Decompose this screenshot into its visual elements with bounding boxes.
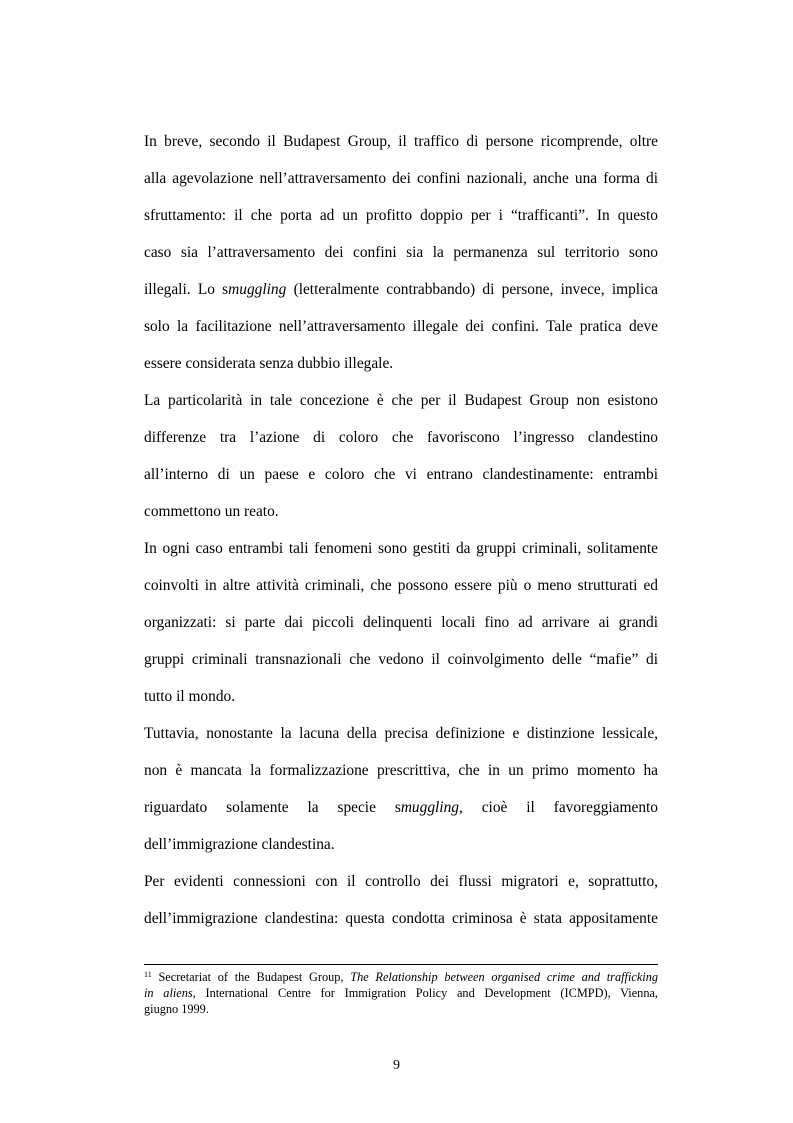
footnote-line: giugno 1999. [144,1002,209,1016]
text-line: In ogni caso entrambi tali fenomeni sono gestiti da gruppi criminali, solitamente [144,540,658,557]
footnote-line: in aliens, International Centre for Immigration Policy and Development (ICMPD), Vienna, [144,986,658,1000]
text-line: La particolarità in tale concezione è che per il Budapest Group non esistono [144,392,658,409]
text-line: alla agevolazione nell’attraversamento dei confini nazionali, anche una forma di [144,170,658,187]
footnote-divider [144,964,658,965]
text-line: solo la facilitazione nell’attraversamento illegale dei confini. Tale pratica deve [144,318,658,335]
text-line: coinvolti in altre attività criminali, che possono essere più o meno strutturati ed [144,577,658,594]
text-line: tutto il mondo. [144,688,236,705]
text-line: organizzati: si parte dai piccoli delinquenti locali fino ad arrivare ai grandi [144,614,658,631]
text-line: all’interno di un paese e coloro che vi entrano clandestinamente: entrambi [144,466,658,483]
footnote-number: 11 [144,970,152,979]
text-line: dell’immigrazione clandestina: questa condotta criminosa è stata appositamente [144,910,658,927]
text-line: sfruttamento: il che porta ad un profitto doppio per i “trafficanti”. In questo [144,207,658,224]
text-line: commettono un reato. [144,503,279,520]
text-line: differenze tra l’azione di coloro che favoriscono l’ingresso clandestino [144,429,658,446]
text-line: In breve, secondo il Budapest Group, il traffico di persone ricomprende, oltre [144,133,658,150]
text-line: essere considerata senza dubbio illegale. [144,355,394,372]
text-line: gruppi criminali transnazionali che vedono il coinvolgimento delle “mafie” di [144,651,658,668]
text-line: non è mancata la formalizzazione prescrittiva, che in un primo momento ha [144,762,658,779]
text-line: Per evidenti connessioni con il controllo dei flussi migratori e, soprattutto, [144,873,658,890]
text-line: caso sia l’attraversamento dei confini sia la permanenza sul territorio sono [144,244,658,261]
footnote-line: $^{11}$ Secretariat of the Budapest Group, The Relationship between organised crime and trafficking [144,970,658,984]
text-line: dell’immigrazione clandestina. [144,836,335,853]
page-number: 9 [393,1058,400,1073]
text-line: riguardato solamente la specie smuggling, cioè il favoreggiamento [144,799,658,816]
text-line: illegali. Lo smuggling (letteralmente contrabbando) di persone, invece, implica [144,281,658,298]
text-line: Tuttavia, nonostante la lacuna della precisa definizione e distinzione lessicale, [144,725,658,742]
